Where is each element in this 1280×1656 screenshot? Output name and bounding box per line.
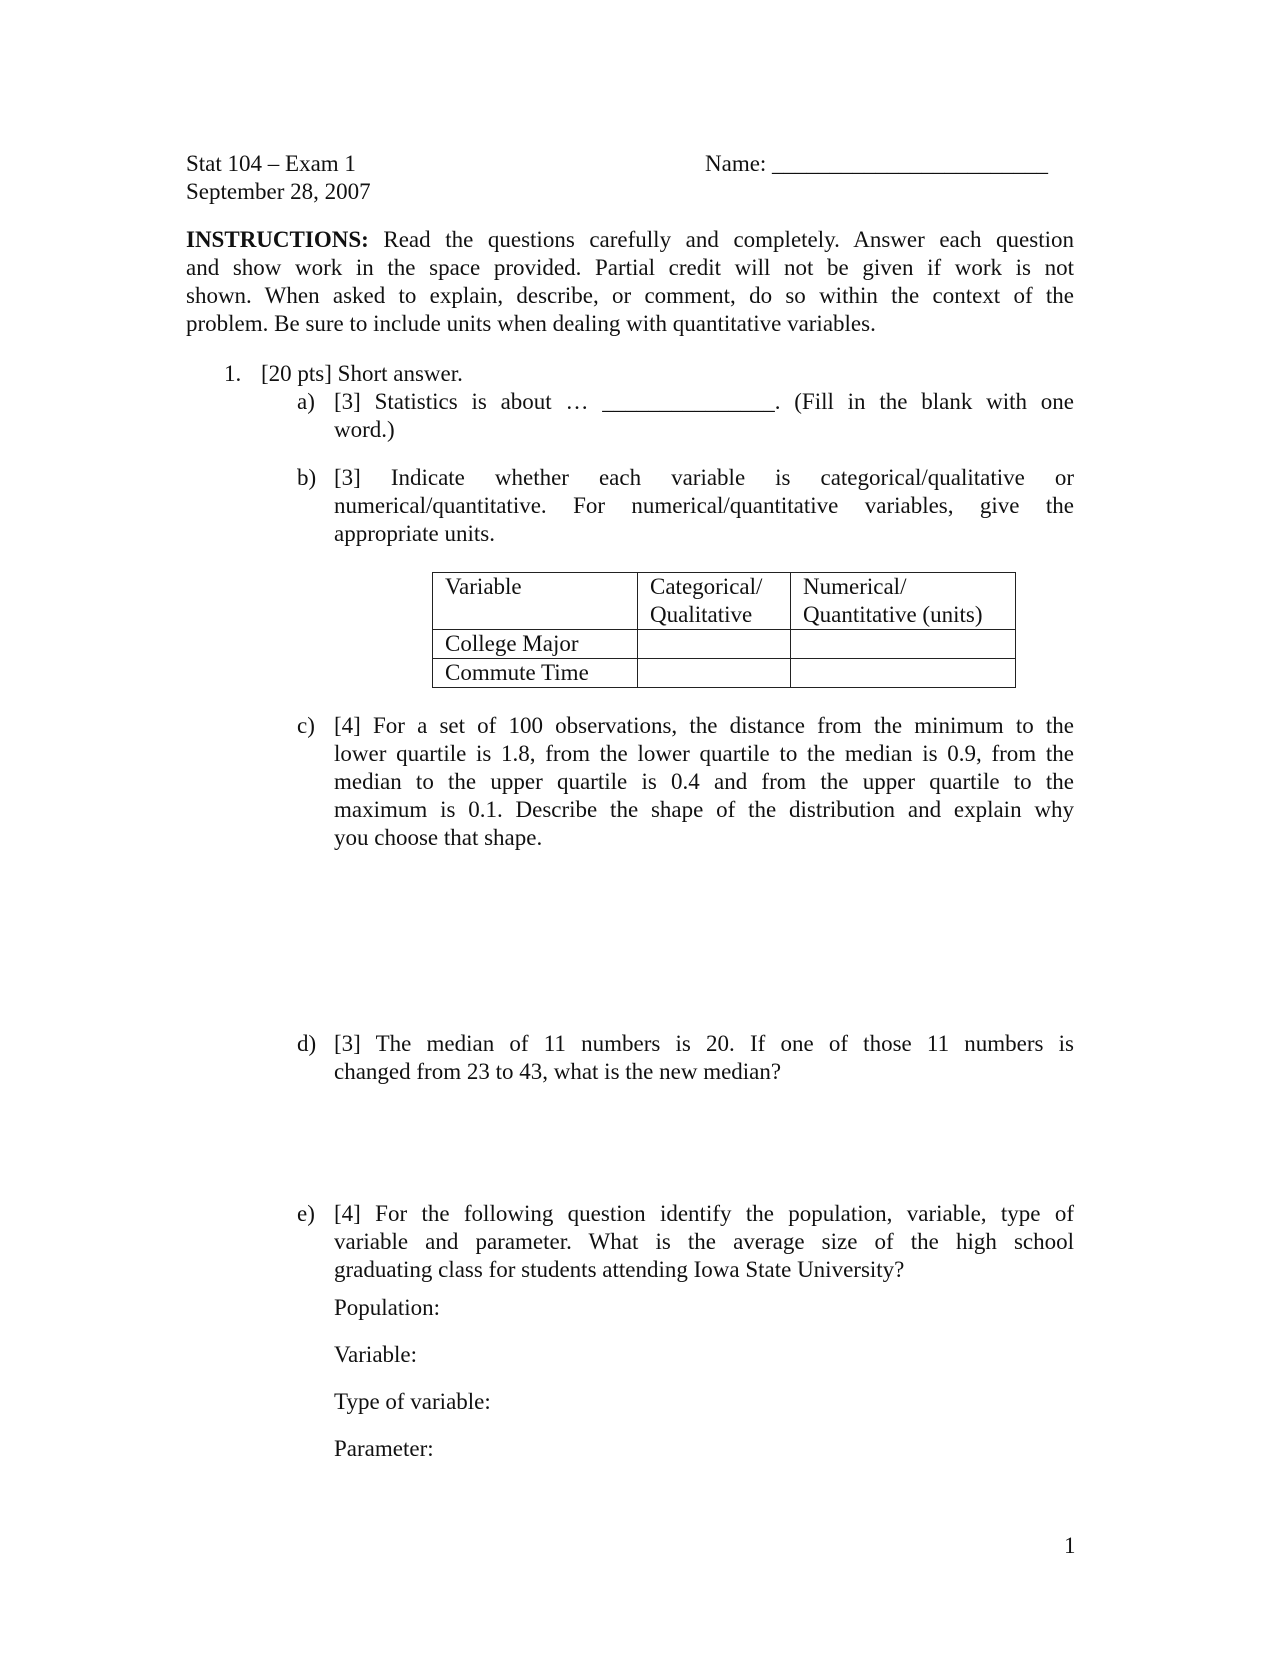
part-b-line: appropriate units. [334, 521, 495, 546]
part-b [334, 464, 1074, 548]
part-a [334, 388, 1074, 444]
part-a-line: word.) [334, 417, 395, 442]
part-e-line: [4] For the following question identify the population, variable, type of [334, 1201, 1074, 1226]
instructions-line: shown. When asked to explain, describe, or comment, do so within the context of the [186, 283, 1074, 308]
name-field: Name: ________________________ [705, 151, 1049, 176]
header-categorical: Categorical/ Qualitative [638, 573, 791, 630]
part-d [334, 1030, 1074, 1086]
table-header-row [433, 573, 1016, 630]
variable-table [432, 572, 1016, 688]
header-variable: Variable [433, 573, 638, 630]
part-e [334, 1200, 1074, 1284]
variable-label: Variable: [334, 1342, 418, 1367]
row-variable: College Major [433, 630, 638, 659]
population-label: Population: [334, 1295, 441, 1320]
part-b-line: [3] Indicate whether each variable is categorical/qualitative or [334, 465, 1074, 490]
part-c-line: [4] For a set of 100 observations, the distance from the minimum to the [334, 713, 1074, 738]
part-e-line: variable and parameter. What is the average size of the high school [334, 1229, 1074, 1254]
answer-cell[interactable] [791, 630, 1016, 659]
instructions-line: Read the questions carefully and completely. Answer each question [368, 227, 1074, 252]
instructions-line: and show work in the space provided. Partial credit will not be given if work is not [186, 255, 1074, 280]
part-d-line: [3] The median of 11 numbers is 20. If one of those 11 numbers is [334, 1031, 1074, 1056]
instructions-label: INSTRUCTIONS: [186, 227, 369, 252]
part-b-label: b) [297, 465, 317, 490]
part-c-line: lower quartile is 1.8, from the lower quartile to the median is 0.9, from the [334, 741, 1074, 766]
instructions [186, 226, 1074, 338]
table-row [433, 630, 1016, 659]
exam-date: September 28, 2007 [186, 179, 371, 204]
question-number: 1. [224, 361, 242, 386]
part-a-line: [3] Statistics is about … _______________. (Fill in the blank with one [334, 389, 1074, 414]
part-e-label: e) [297, 1201, 315, 1226]
part-c-label: c) [297, 713, 315, 738]
course-title: Stat 104 – Exam 1 [186, 151, 356, 176]
row-variable: Commute Time [433, 659, 638, 688]
part-c-line: median to the upper quartile is 0.4 and from the upper quartile to the [334, 769, 1074, 794]
table-row [433, 659, 1016, 688]
instructions-line: problem. Be sure to include units when dealing with quantitative variables. [186, 311, 876, 336]
part-c [334, 712, 1074, 852]
answer-cell[interactable] [638, 659, 791, 688]
part-b-line: numerical/quantitative. For numerical/quantitative variables, give the [334, 493, 1074, 518]
parameter-label: Parameter: [334, 1436, 434, 1461]
part-c-line: maximum is 0.1. Describe the shape of the distribution and explain why [334, 797, 1074, 822]
part-a-label: a) [297, 389, 315, 414]
type-of-variable-label: Type of variable: [334, 1389, 491, 1414]
page-number: 1 [1064, 1533, 1076, 1558]
part-d-label: d) [297, 1031, 317, 1056]
header-numerical: Numerical/ Quantitative (units) [791, 573, 1016, 630]
answer-cell[interactable] [638, 630, 791, 659]
part-e-line: graduating class for students attending Iowa State University? [334, 1257, 905, 1282]
question-title: [20 pts] Short answer. [261, 361, 463, 386]
answer-cell[interactable] [791, 659, 1016, 688]
part-d-line: changed from 23 to 43, what is the new median? [334, 1059, 782, 1084]
part-c-line: you choose that shape. [334, 825, 543, 850]
